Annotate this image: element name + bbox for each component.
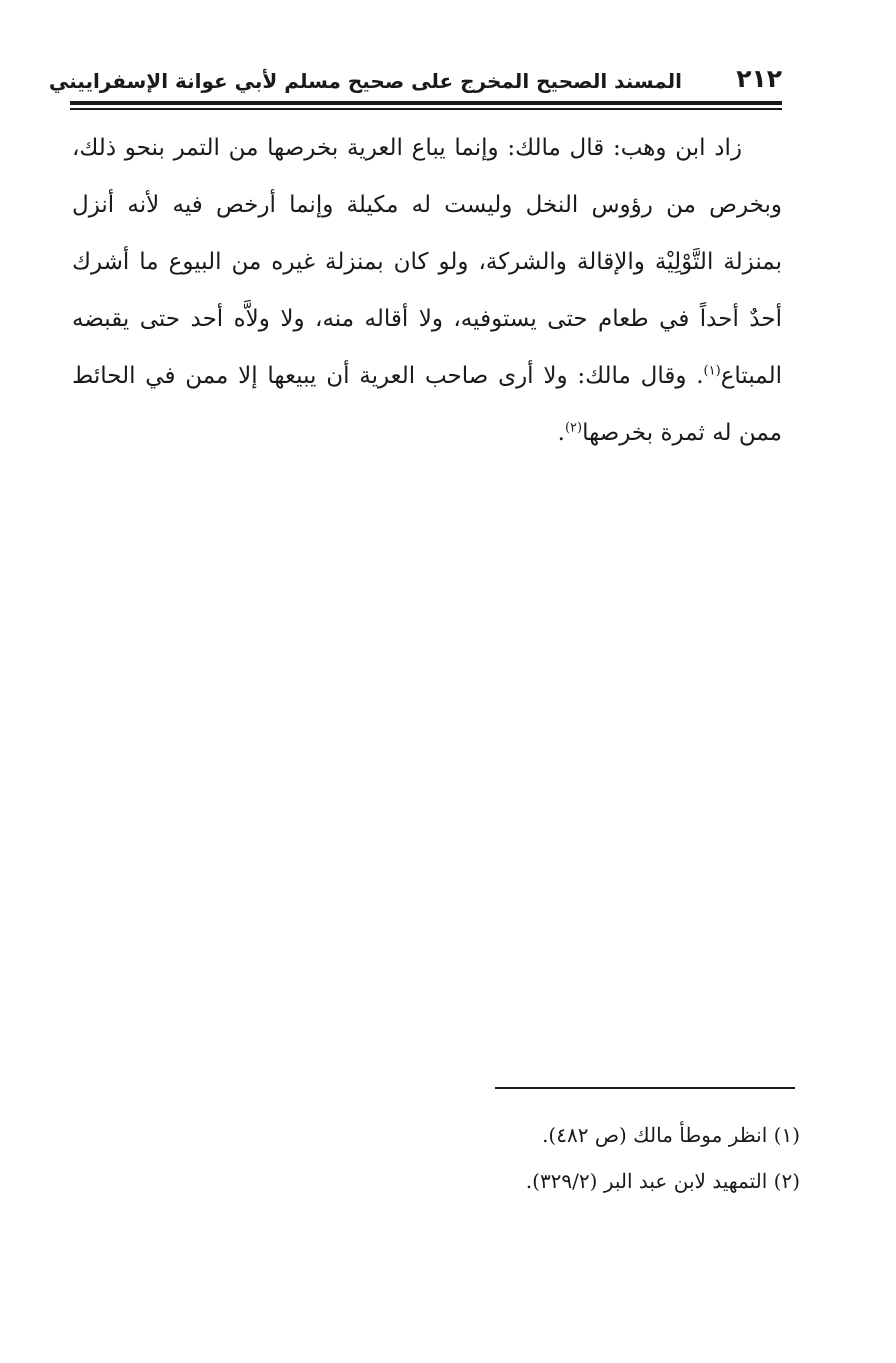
page-number: ٢١٢ <box>736 64 782 93</box>
footnote-separator <box>495 1087 795 1089</box>
page-header <box>48 62 782 102</box>
main-text <box>72 120 782 462</box>
running-title: المسند الصحيح المخرج على صحيح مسلم لأبي عوانة الإسفراييني <box>48 69 682 93</box>
text-segment-3: . <box>557 420 565 446</box>
header-rule-thick <box>70 101 782 105</box>
header-rule-thin <box>70 108 782 110</box>
footnote-1: (١) انظر موطأ مالك (ص ٤٨٢). <box>542 1123 800 1147</box>
main-paragraph <box>72 120 782 462</box>
footnote-ref-1: (١) <box>703 363 721 379</box>
footnote-2: (٢) التمهيد لابن عبد البر (٣٢٩/٢). <box>525 1169 800 1193</box>
footnotes <box>300 1112 800 1204</box>
text-segment-1: زاد ابن وهب: قال مالك: وإنما يباع العرية بخرصها من التمر بنحو ذلك، وبخرص من رؤوس النخل وليست له مكيلة وإنما أرخص فيه لأنه أنزل بمنزلة التَّوْلِيْة والإقالة والشركة، ولو كان بمنزلة غيره من البيوع ما أشرك أحدٌ أحداً في طعام حتى يستوفيه، ولا أقاله منه، ولا ولاَّه أحد حتى يقبضه المبتاع <box>72 135 782 389</box>
footnote-ref-2: (٢) <box>564 420 583 436</box>
text-segment-2: . وقال مالك: ولا أرى صاحب العرية أن يبيعها إلا ممن في الحائط ممن له ثمرة بخرصها <box>72 363 782 446</box>
